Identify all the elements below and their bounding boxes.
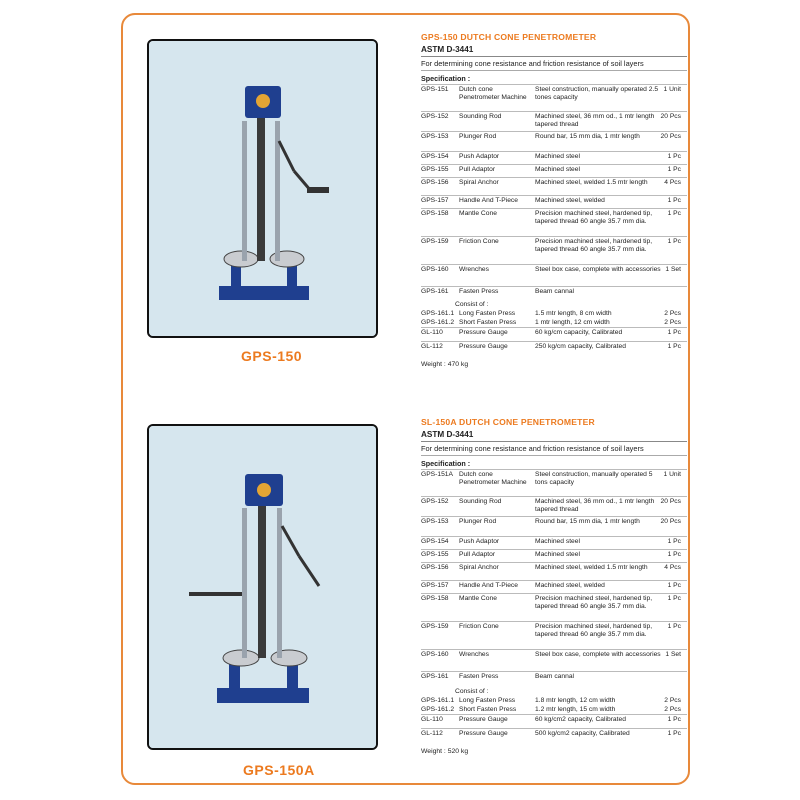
item-description: Steel box case, complete with accessories [535, 266, 661, 273]
item-quantity: 20 Pcs [660, 113, 681, 120]
item-quantity: 1 Pc [667, 153, 681, 160]
consist-label: Consist of : [455, 688, 489, 695]
item-quantity: 1 Set [665, 651, 681, 658]
item-name: Handle And T-Piece [459, 197, 518, 204]
item-code: GPS-155 [421, 551, 449, 558]
description: For determining cone resistance and friction resistance of soil layers [421, 57, 687, 71]
item-code: GPS-151 [421, 86, 449, 93]
item-name: Fasten Press [459, 673, 499, 680]
item-description: Round bar, 15 mm dia, 1 mtr length [535, 518, 640, 525]
table-row [421, 84, 687, 111]
table-row [421, 496, 687, 516]
item-description: 60 kg/cm capacity, Calibrated [535, 329, 623, 336]
spec-table [421, 84, 687, 371]
item-name: Sounding Rod [459, 113, 502, 120]
table-row [421, 195, 687, 208]
table-row [421, 536, 687, 549]
item-code: GPS-161.1 [421, 697, 455, 704]
penetrometer-machine-image [149, 426, 376, 748]
item-quantity: 1 Pc [667, 343, 681, 350]
spec-section-gps-150 [421, 32, 687, 371]
table-row [421, 111, 687, 131]
table-row [421, 341, 687, 355]
item-name: Long Fasten Press [459, 310, 516, 317]
item-name: Wrenches [459, 266, 489, 273]
item-quantity: 4 Pcs [664, 179, 681, 186]
table-row [421, 705, 687, 714]
item-name: Plunger Rod [459, 133, 497, 140]
item-name: Short Fasten Press [459, 706, 517, 713]
weight-label: Weight : 520 kg [421, 748, 469, 755]
item-description: Machined steel, welded [535, 582, 605, 589]
description: For determining cone resistance and friction resistance of soil layers [421, 442, 687, 456]
table-row [421, 177, 687, 195]
table-row [421, 318, 687, 327]
item-quantity: 1 Pc [667, 730, 681, 737]
item-quantity: 20 Pcs [660, 518, 681, 525]
item-description: 1.2 mtr length, 15 cm width [535, 706, 616, 713]
item-code: GL-112 [421, 343, 443, 350]
product-caption: GPS-150A [243, 762, 315, 778]
spec-label: Specification : [421, 459, 471, 468]
item-name: Dutch cone Penetrometer Machine [459, 471, 527, 486]
item-description: Machined steel [535, 153, 580, 160]
item-name: Pressure Gauge [459, 329, 508, 336]
table-row [421, 562, 687, 580]
item-code: GPS-159 [421, 238, 449, 245]
table-row [421, 164, 687, 177]
item-description: 1 mtr length, 12 cm width [535, 319, 610, 326]
item-name: Pull Adaptor [459, 166, 496, 173]
table-row [421, 208, 687, 236]
item-description: 250 kg/cm capacity, Calibrated [535, 343, 626, 350]
product-caption: GPS-150 [241, 348, 303, 364]
item-name: Long Fasten Press [459, 697, 516, 704]
item-description: Precision machined steel, hardened tip, tapered thread 60 angle 35.7 mm dia. [535, 623, 653, 638]
item-name: Pressure Gauge [459, 716, 508, 723]
item-quantity: 2 Pcs [664, 319, 681, 326]
item-code: GPS-152 [421, 113, 449, 120]
table-row [421, 621, 687, 649]
item-quantity: 20 Pcs [660, 498, 681, 505]
table-row [421, 309, 687, 318]
table-row [421, 580, 687, 593]
item-name: Fasten Press [459, 288, 499, 295]
section-title: SL-150A DUTCH CONE PENETROMETER [421, 417, 595, 427]
item-code: GPS-161.2 [421, 706, 455, 713]
standard-label: ASTM D-3441 [421, 429, 687, 442]
item-code: GPS-157 [421, 197, 449, 204]
item-code: GL-110 [421, 329, 443, 336]
item-code: GPS-161 [421, 673, 449, 680]
item-name: Short Fasten Press [459, 319, 517, 326]
item-name: Dutch cone Penetrometer Machine [459, 86, 527, 101]
item-name: Pull Adaptor [459, 551, 496, 558]
item-code: GPS-153 [421, 518, 449, 525]
item-name: Mantle Cone [459, 595, 497, 602]
item-code: GPS-156 [421, 179, 449, 186]
item-code: GPS-152 [421, 498, 449, 505]
table-row [421, 327, 687, 341]
item-quantity: 1 Pc [667, 551, 681, 558]
item-quantity: 1 Unit [663, 86, 681, 93]
table-row [421, 151, 687, 164]
item-code: GPS-154 [421, 538, 449, 545]
item-name: Friction Cone [459, 238, 499, 245]
item-code: GPS-160 [421, 651, 449, 658]
item-quantity: 2 Pcs [664, 310, 681, 317]
table-row [421, 649, 687, 671]
item-description: 500 kg/cm2 capacity, Calibrated [535, 730, 630, 737]
item-description: Machined steel [535, 551, 580, 558]
item-description: 1.8 mtr length, 12 cm width [535, 697, 616, 704]
table-row [421, 286, 687, 300]
item-quantity: 1 Pc [667, 595, 681, 602]
item-description: Machined steel, 36 mm od., 1 mtr length tapered thread [535, 113, 655, 128]
table-row [421, 516, 687, 536]
item-code: GPS-156 [421, 564, 449, 571]
item-description: Machined steel, welded 1.5 mtr length [535, 179, 648, 186]
item-code: GPS-158 [421, 595, 449, 602]
item-quantity: 20 Pcs [660, 133, 681, 140]
item-code: GPS-161 [421, 288, 449, 295]
table-row [421, 728, 687, 742]
item-description: Beam cannal [535, 673, 575, 680]
item-description: Machined steel, 36 mm od., 1 mtr length tapered thread [535, 498, 655, 513]
item-name: Friction Cone [459, 623, 499, 630]
standard-label: ASTM D-3441 [421, 44, 687, 57]
item-name: Wrenches [459, 651, 489, 658]
item-code: GPS-159 [421, 623, 449, 630]
item-description: 1.5 mtr length, 8 cm width [535, 310, 612, 317]
item-quantity: 1 Pc [667, 238, 681, 245]
item-quantity: 1 Set [665, 266, 681, 273]
item-description: Steel construction, manually operated 5 tons capacity [535, 471, 653, 486]
item-code: GPS-154 [421, 153, 449, 160]
item-name: Pressure Gauge [459, 343, 508, 350]
item-description: Machined steel [535, 166, 580, 173]
item-code: GPS-157 [421, 582, 449, 589]
item-quantity: 1 Unit [663, 471, 681, 478]
weight-label: Weight : 470 kg [421, 361, 469, 368]
consist-label: Consist of : [455, 301, 489, 308]
table-row [421, 714, 687, 728]
item-quantity: 1 Pc [667, 329, 681, 336]
product-photo-gps-150a [147, 424, 378, 750]
item-description: Steel construction, manually operated 2.5 tones capacity [535, 86, 659, 101]
item-name: Handle And T-Piece [459, 582, 518, 589]
item-quantity: 1 Pc [667, 197, 681, 204]
table-row [421, 236, 687, 264]
item-description: Machined steel [535, 538, 580, 545]
item-code: GPS-161.1 [421, 310, 455, 317]
item-code: GL-110 [421, 716, 443, 723]
section-title: GPS-150 DUTCH CONE PENETROMETER [421, 32, 597, 42]
spec-table [421, 469, 687, 758]
item-name: Spiral Anchor [459, 564, 499, 571]
item-code: GPS-161.2 [421, 319, 455, 326]
item-name: Push Adaptor [459, 153, 500, 160]
item-quantity: 1 Pc [667, 538, 681, 545]
product-photo-gps-150 [147, 39, 378, 338]
table-row [421, 593, 687, 621]
item-description: Machined steel, welded 1.5 mtr length [535, 564, 648, 571]
item-name: Push Adaptor [459, 538, 500, 545]
penetrometer-machine-image [149, 41, 376, 336]
item-quantity: 2 Pcs [664, 706, 681, 713]
item-name: Sounding Rod [459, 498, 502, 505]
item-name: Mantle Cone [459, 210, 497, 217]
item-code: GL-112 [421, 730, 443, 737]
table-row [421, 264, 687, 286]
item-quantity: 1 Pc [667, 210, 681, 217]
spec-section-gps-150a [421, 417, 687, 758]
item-code: GPS-158 [421, 210, 449, 217]
item-description: Beam cannal [535, 288, 575, 295]
item-code: GPS-151A [421, 471, 453, 478]
item-code: GPS-155 [421, 166, 449, 173]
item-description: Machined steel, welded [535, 197, 605, 204]
item-code: GPS-160 [421, 266, 449, 273]
item-name: Plunger Rod [459, 518, 497, 525]
table-row [421, 131, 687, 151]
item-quantity: 1 Pc [667, 582, 681, 589]
spec-label: Specification : [421, 74, 471, 83]
item-description: 60 kg/cm2 capacity, Calibrated [535, 716, 626, 723]
item-description: Precision machined steel, hardened tip, tapered thread 60 angle 35.7 mm dia. [535, 210, 653, 225]
item-quantity: 4 Pcs [664, 564, 681, 571]
item-quantity: 1 Pc [667, 716, 681, 723]
item-description: Round bar, 15 mm dia, 1 mtr length [535, 133, 640, 140]
item-quantity: 1 Pc [667, 623, 681, 630]
item-description: Precision machined steel, hardened tip, tapered thread 60 angle 35.7 mm dia. [535, 238, 653, 253]
item-name: Pressure Gauge [459, 730, 508, 737]
item-quantity: 1 Pc [667, 166, 681, 173]
table-row [421, 469, 687, 496]
table-row [421, 549, 687, 562]
item-code: GPS-153 [421, 133, 449, 140]
item-description: Steel box case, complete with accessories [535, 651, 661, 658]
item-quantity: 2 Pcs [664, 697, 681, 704]
item-description: Precision machined steel, hardened tip, tapered thread 60 angle 35.7 mm dia. [535, 595, 653, 610]
table-row [421, 671, 687, 687]
item-name: Spiral Anchor [459, 179, 499, 186]
table-row [421, 696, 687, 705]
